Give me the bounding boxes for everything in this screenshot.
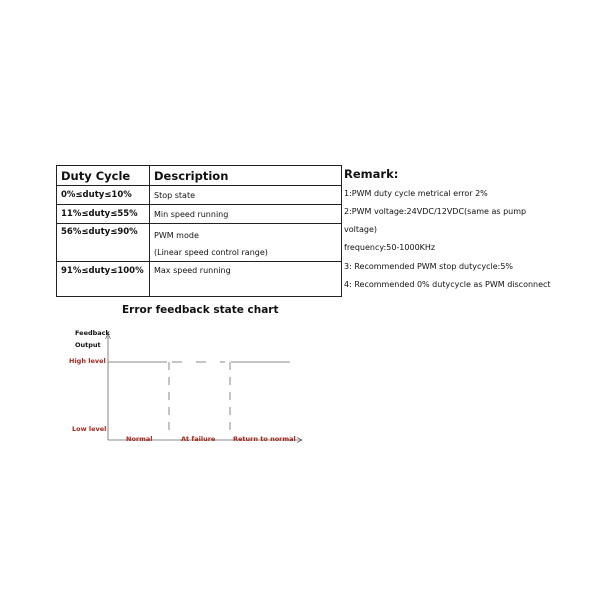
remark-title: Remark: bbox=[344, 167, 399, 181]
description-cell bbox=[150, 224, 342, 262]
chart-title: Error feedback state chart bbox=[122, 304, 279, 316]
remark-line: 4: Recommended 0% dutycycle as PWM disconnect bbox=[344, 280, 551, 289]
duty-cell: 56%≤duty≤90% bbox=[57, 224, 150, 262]
remark-line: 1:PWM duty cycle metrical error 2% bbox=[344, 189, 488, 198]
high-level-label: High level bbox=[69, 357, 106, 365]
y-axis-label-feedback: Feedback bbox=[75, 329, 110, 337]
y-axis-label-output: Output bbox=[75, 341, 101, 349]
low-level-label: Low level bbox=[72, 425, 107, 433]
duty-cycle-table bbox=[56, 165, 342, 297]
phase-label-failure: At failure bbox=[181, 435, 216, 443]
header-duty-cycle: Duty Cycle bbox=[57, 166, 150, 186]
remark-block bbox=[342, 165, 551, 289]
x-axis-arrow bbox=[297, 438, 302, 443]
description-line: PWM mode bbox=[154, 231, 199, 240]
phase-label-return: Return to normal bbox=[233, 435, 296, 443]
remark-line: voltage) bbox=[344, 225, 378, 234]
description-cell: Stop state bbox=[150, 186, 342, 205]
remark-line: frequency:50-1000KHz bbox=[344, 243, 436, 252]
description-cell: Max speed running bbox=[150, 262, 342, 297]
remark-line: 3: Recommended PWM stop dutycycle:5% bbox=[344, 262, 514, 271]
duty-cell: 91%≤duty≤100% bbox=[57, 262, 150, 297]
duty-cell: 0%≤duty≤10% bbox=[57, 186, 150, 205]
description-cell: Min speed running bbox=[150, 205, 342, 224]
description-line: (Linear speed control range) bbox=[154, 248, 268, 257]
header-description: Description bbox=[150, 166, 342, 186]
phase-label-normal: Normal bbox=[126, 435, 153, 443]
remark-line: 2:PWM voltage:24VDC/12VDC(same as pump bbox=[344, 207, 527, 216]
duty-cell: 11%≤duty≤55% bbox=[57, 205, 150, 224]
